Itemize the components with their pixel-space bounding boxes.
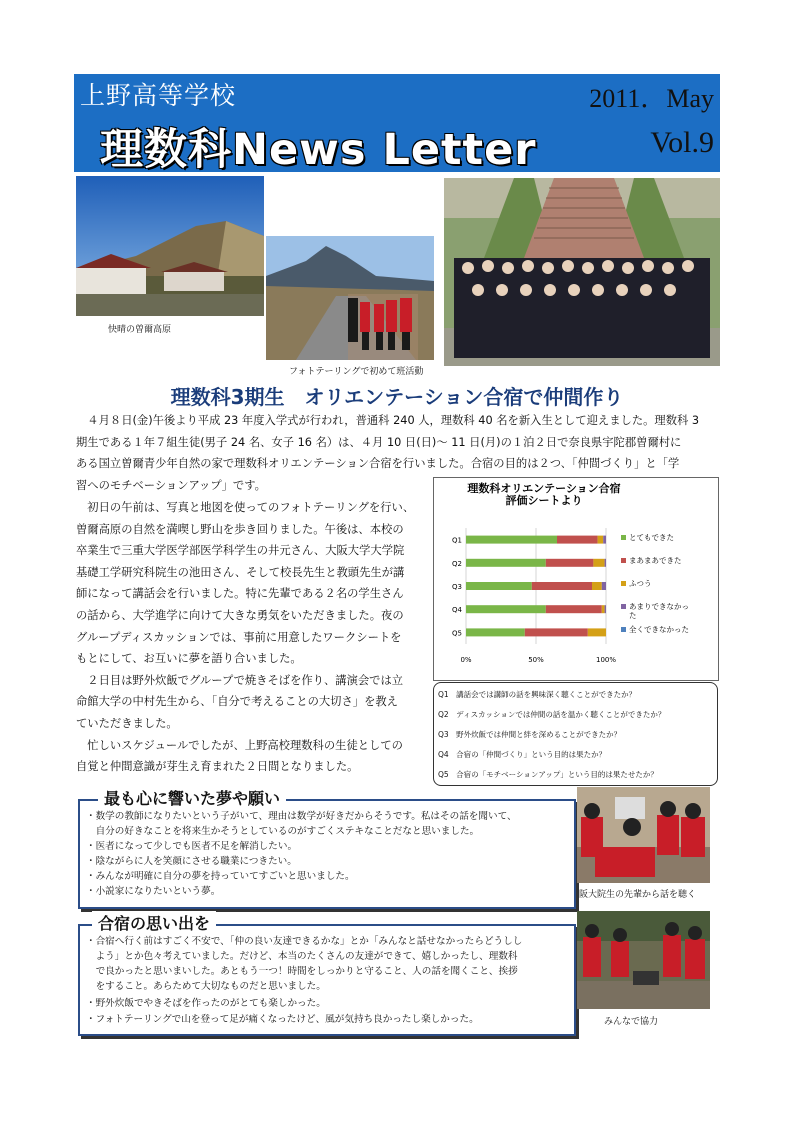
legend-swatch	[621, 627, 626, 632]
chart-title: 評価シートより	[505, 494, 583, 507]
newsletter-header	[74, 74, 720, 175]
bar-segment	[588, 628, 606, 636]
body-line: の話から、大学進学に向けて大きな勇気をいただきました。夜の	[76, 608, 404, 622]
volume-number: Vol.9	[650, 126, 714, 159]
body-line: 曽爾高原の自然を満喫し野山を歩き回りました。午後は、本校の	[76, 522, 404, 536]
question-q4: Q4 合宿の「仲間づくり」という目的は果たか？	[438, 750, 607, 759]
photo-cooking	[577, 911, 710, 1009]
dream-line: 自分の好きなことを将来生かそうとしているのがすごくステキなことだなと思いました。	[86, 826, 480, 837]
body-line: 命館大学の中村先生から、「自分で考えることの大切さ」を教え	[76, 695, 398, 709]
y-tick-label: Q5	[452, 629, 462, 638]
memory-line: で良かったと思いまいした。あともう一つ！時間をしっかりと守ること、人の話を聞くこと、挨拶	[86, 966, 518, 977]
legend-label: 全くできなかった	[629, 625, 689, 634]
body-line: 師になって講話会を行いました。特に先輩である２名の学生さん	[76, 587, 404, 601]
bar-segment	[466, 536, 557, 544]
article-headline: 理数科3期生 オリエンテーション合宿で仲間作り	[170, 385, 624, 409]
body-line: ていただきました。	[76, 716, 178, 730]
bar-segment	[466, 628, 525, 636]
question-q2: Q2 ディスカッションでは仲間の話を温かく聴くことができたか？	[438, 710, 666, 719]
dreams-title: 最も心に響いた夢や願い	[98, 786, 286, 809]
bar-segment	[592, 582, 602, 590]
legend-swatch	[621, 604, 626, 609]
bar-segment	[546, 605, 602, 613]
bar-segment	[602, 605, 605, 613]
lecture-photo-caption: 阪大院生の先輩から話を聴く	[579, 890, 697, 900]
photo-caption-1: 快晴の曽爾高原	[108, 325, 172, 335]
newsletter-title: 理数科News Letter	[100, 125, 537, 175]
x-tick-label: 100%	[595, 656, 617, 664]
dream-line: ・小説家になりたいという夢。	[86, 886, 221, 897]
dream-line: ・医者になって少しでも医者不足を解消したい。	[86, 841, 298, 852]
legend-label: た	[629, 611, 637, 620]
body-line: 基礎工学研究科院生の池田さん、そして校長先生と教頭先生が講	[76, 565, 405, 579]
dream-line: ・陰ながらに人を笑顔にさせる職業につきたい。	[86, 856, 297, 867]
memory-line: をすること。あらためて大切なものだと思いました。	[86, 981, 326, 992]
bar-segment	[466, 559, 546, 567]
memory-line: よう」とか色々考えていました。だけど、本当のたくさんの友達ができて、嬉しかったし、理数科	[86, 951, 518, 962]
evaluation-chart	[433, 477, 719, 681]
legend-label: まあまあできた	[629, 556, 682, 565]
question-q1: Q1 講話会では講師の話を興味深く聴くことができたか？	[438, 690, 637, 699]
question-q5: Q5 合宿の「モチベーションアップ」という目的は果たせたか？	[438, 770, 658, 779]
bar-segment	[466, 582, 532, 590]
bar-segment	[603, 536, 606, 544]
school-name: 上野高等学校	[80, 81, 237, 110]
memory-line: ・野外炊飯でやきそばを作ったのがとても楽しかった。	[86, 998, 326, 1009]
cooking-photo-caption: みんなで協力	[604, 1017, 659, 1027]
legend-label: あまりできなかっ	[629, 602, 689, 611]
memory-line: ・合宿へ行く前はすごく不安で、「仲の良い友達できるかな」とか「みんなと話せなかったらどうしし	[86, 936, 523, 947]
photo-lecture	[577, 787, 710, 883]
bar-segment	[525, 628, 588, 636]
memories-title: 合宿の思い出を	[92, 911, 216, 934]
legend-swatch	[621, 558, 626, 563]
body-line: もとにして、お互いに夢を語り合いました。	[76, 652, 302, 666]
dream-line: ・みんなが明確に自分の夢を持っていてすごいと思いました。	[86, 871, 355, 882]
issue-date: 2011．May	[589, 84, 714, 113]
intro-line: 期生である１年７組生徒(男子 24 名、女子 16 名）は、４月 10 日(日)～ 11 日(月)の１泊２日で奈良県宇陀郡曽爾村に	[76, 435, 682, 449]
bar-segment	[605, 559, 606, 567]
photo-group-on-stairs	[444, 178, 720, 366]
evaluation-chart-svg	[434, 478, 718, 680]
intro-line: ４月８日(金)午後より平成 23 年度入学式が行われ，普通科 240 人，理数科 40 名を新入生として迎えました。理数科 3	[76, 414, 700, 427]
body-line: ２日目は野外炊飯でグループで焼きそばを作り、講演会では立	[76, 673, 404, 687]
dreams-box	[78, 799, 576, 909]
intro-line: ある国立曽爾青少年自然の家で理数科オリエンテーション合宿を行いました。合宿の目的は２つ、「仲間づくり」と「学	[76, 457, 680, 471]
y-tick-label: Q3	[452, 583, 462, 591]
y-tick-label: Q2	[452, 559, 462, 568]
bar-segment	[532, 582, 592, 590]
body-line: 初日の午前は、写真と地図を使ってのフォトテーリングを行い、	[76, 501, 415, 514]
legend-swatch	[621, 581, 626, 586]
x-tick-label: 0%	[460, 656, 472, 664]
bar-segment	[598, 536, 604, 544]
bar-segment	[546, 559, 594, 567]
legend-label: とてもできた	[629, 533, 674, 542]
chart-title: 理数科オリエンテーション合宿	[467, 482, 621, 495]
body-line: グループディスカッションでは、事前に用意したワークシートを	[76, 630, 402, 644]
intro-line: 習へのモチベーションアップ」です。	[76, 478, 266, 492]
body-line: 卒業生で三重大学医学部医学科学生の井元さん、大阪大学大学院	[76, 544, 405, 558]
body-line: 忙しいスケジュールでしたが、上野高校理数科の生徒としての	[76, 738, 403, 752]
questions-box	[433, 682, 718, 786]
photo-caption-2: フォトテーリングで初めて班活動	[289, 367, 424, 377]
bar-segment	[466, 605, 546, 613]
article-body	[76, 497, 431, 778]
legend-swatch	[621, 535, 626, 540]
memory-line: ・フォトテーリングで山を登って足が痛くなったけど、風が気持ち良かったし楽しかった。	[86, 1014, 479, 1025]
bar-segment	[557, 536, 598, 544]
memories-box	[78, 924, 576, 1036]
x-tick-label: 50%	[528, 656, 544, 664]
photo-photo-orienteering	[266, 236, 434, 360]
photo-soni-highland	[76, 176, 264, 316]
body-line: 自覚と仲間意識が芽生え育まれた２日間となりました。	[76, 760, 359, 774]
bar-segment	[605, 605, 606, 613]
y-tick-label: Q4	[452, 606, 462, 615]
bar-segment	[602, 582, 606, 590]
bar-segment	[593, 559, 604, 567]
y-tick-label: Q1	[452, 536, 462, 545]
legend-label: ふつう	[629, 579, 652, 588]
dream-line: ・数学の教師になりたいという子がいて、理由は数学が好きだからそうです。私はその話を聞いて、	[86, 811, 517, 822]
question-q3: Q3 野外炊飯では仲間と絆を深めることができたか？	[438, 730, 622, 739]
